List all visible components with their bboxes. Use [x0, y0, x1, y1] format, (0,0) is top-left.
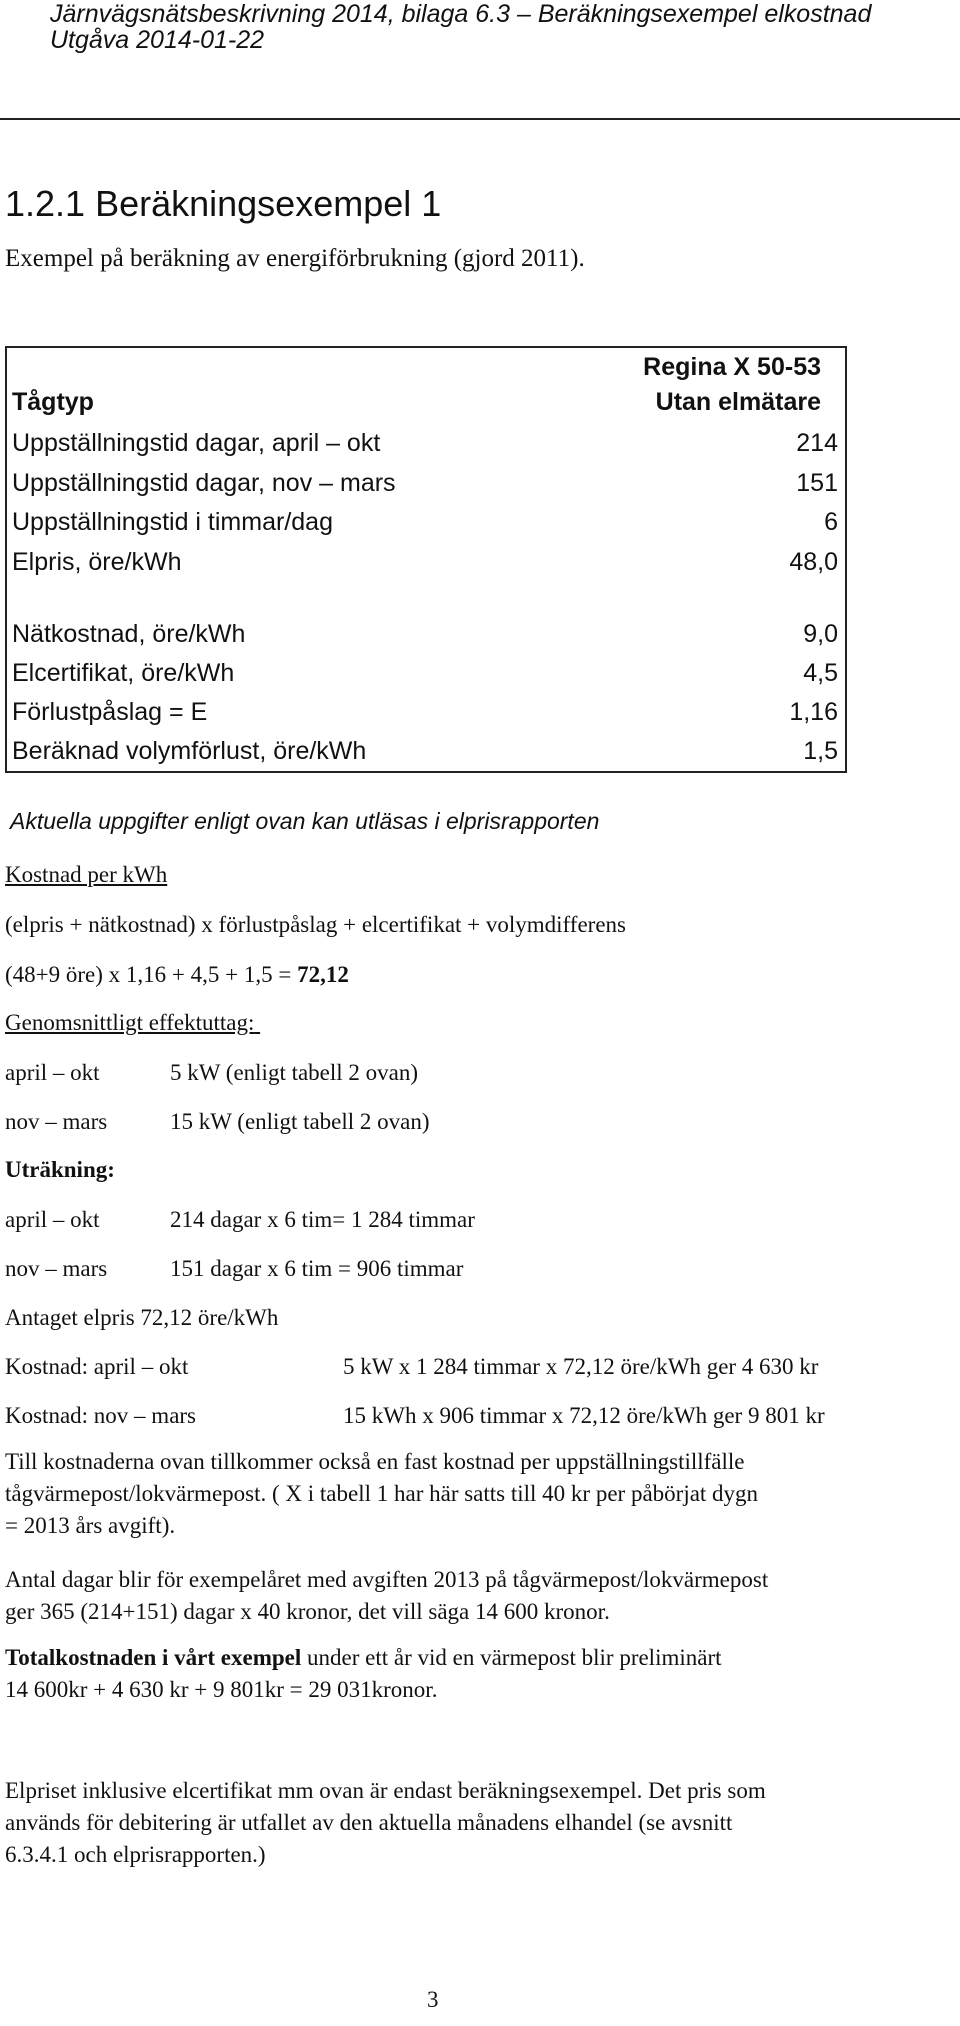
table-header-label: Tågtyp	[12, 388, 94, 416]
cost-example-result: 72,12	[297, 962, 349, 987]
effect-period: nov – mars	[5, 1109, 108, 1134]
table-row-label: Uppställningstid dagar, nov – mars	[12, 469, 396, 497]
total-cost-text: under ett år vid en värmepost blir preliminärt	[301, 1645, 722, 1670]
parameter-table	[5, 346, 847, 773]
effect-period: april – okt	[5, 1060, 100, 1085]
assumed-price: Antaget elpris 72,12 öre/kWh	[5, 1305, 279, 1330]
total-cost-emphasis: Totalkostnaden i vårt exempel	[5, 1645, 302, 1670]
total-cost-paragraph-line: 14 600kr + 4 630 kr + 9 801kr = 29 031kronor.	[5, 1677, 438, 1702]
calculation-period: nov – mars	[5, 1256, 108, 1281]
table-row-label: Elpris, öre/kWh	[12, 548, 182, 576]
fixed-cost-paragraph-line: Till kostnaderna ovan tillkommer också en fast kostnad per uppställningstillfälle	[5, 1449, 745, 1474]
effect-heading-text: Genomsnittligt effektuttag:	[5, 1010, 255, 1035]
section-intro: Exempel på beräkning av energiförbrukning (gjord 2011).	[5, 245, 585, 272]
calculation-value: 214 dagar x 6 tim= 1 284 timmar	[170, 1207, 475, 1232]
cost-example	[5, 962, 349, 988]
header-rule	[0, 118, 960, 120]
table-header-value-line1: Regina X 50-53	[643, 353, 821, 381]
table-row-value: 1,16	[789, 698, 838, 726]
table-row-label: Nätkostnad, öre/kWh	[12, 620, 246, 648]
cost-value: 5 kW x 1 284 timmar x 72,12 öre/kWh ger 4 630 kr	[343, 1354, 819, 1379]
calculation-period: april – okt	[5, 1207, 100, 1232]
calculation-value: 151 dagar x 6 tim = 906 timmar	[170, 1256, 464, 1281]
running-header-title: Järnvägsnätsbeskrivning 2014, bilaga 6.3 – Beräkningsexempel elkostnad	[50, 0, 872, 28]
table-row-value: 9,0	[803, 620, 838, 648]
table-row-label: Elcertifikat, öre/kWh	[12, 659, 235, 687]
table-row-value: 48,0	[789, 548, 838, 576]
cost-per-kwh-heading: Kostnad per kWh	[5, 862, 168, 887]
running-header-edition: Utgåva 2014-01-22	[50, 26, 265, 54]
cost-example-expression: (48+9 öre) x 1,16 + 4,5 + 1,5 =	[5, 962, 298, 987]
disclaimer-paragraph-line: används för debitering är utfallet av den aktuella månadens elhandel (se avsnitt	[5, 1810, 733, 1835]
section-title: 1.2.1 Beräkningsexempel 1	[5, 183, 442, 224]
total-cost-paragraph-line	[5, 1645, 722, 1671]
table-row-value: 4,5	[803, 659, 838, 687]
table-header-value-line2: Utan elmätare	[655, 388, 821, 416]
fixed-cost-paragraph-line: = 2013 års avgift).	[5, 1513, 176, 1538]
table-row-label: Beräknad volymförlust, öre/kWh	[12, 737, 367, 765]
cost-label: Kostnad: april – okt	[5, 1354, 189, 1379]
fixed-cost-paragraph-line: tågvärmepost/lokvärmepost. ( X i tabell 1 har här satts till 40 kr per påbörjat dygn	[5, 1481, 759, 1506]
data-source-note: Aktuella uppgifter enligt ovan kan utläsas i elprisrapporten	[10, 808, 600, 834]
page-number: 3	[427, 1987, 439, 2012]
days-paragraph-line: Antal dagar blir för exempelåret med avgiften 2013 på tågvärmepost/lokvärmepost	[5, 1567, 769, 1592]
cost-value: 15 kWh x 906 timmar x 72,12 öre/kWh ger 9 801 kr	[343, 1403, 825, 1428]
table-row-value: 151	[796, 469, 838, 497]
days-paragraph-line: ger 365 (214+151) dagar x 40 kronor, det vill säga 14 600 kronor.	[5, 1599, 610, 1624]
cost-label: Kostnad: nov – mars	[5, 1403, 197, 1428]
disclaimer-paragraph-line: 6.3.4.1 och elprisrapporten.)	[5, 1842, 266, 1867]
table-row-value: 1,5	[803, 737, 838, 765]
table-row-label: Uppställningstid dagar, april – okt	[12, 429, 381, 457]
calculation-heading: Uträkning:	[5, 1157, 115, 1182]
effect-value: 15 kW (enligt tabell 2 ovan)	[170, 1109, 430, 1134]
table-row-label: Uppställningstid i timmar/dag	[12, 508, 333, 536]
disclaimer-paragraph-line: Elpriset inklusive elcertifikat mm ovan är endast beräkningsexempel. Det pris som	[5, 1778, 766, 1803]
effect-value: 5 kW (enligt tabell 2 ovan)	[170, 1060, 419, 1085]
table-row-value: 214	[796, 429, 838, 457]
effect-heading	[5, 1010, 284, 1036]
table-row-value: 6	[824, 508, 838, 536]
cost-formula: (elpris + nätkostnad) x förlustpåslag + elcertifikat + volymdifferens	[5, 912, 626, 937]
effect-heading-underline	[254, 1010, 284, 1036]
table-row-label: Förlustpåslag = E	[12, 698, 208, 726]
